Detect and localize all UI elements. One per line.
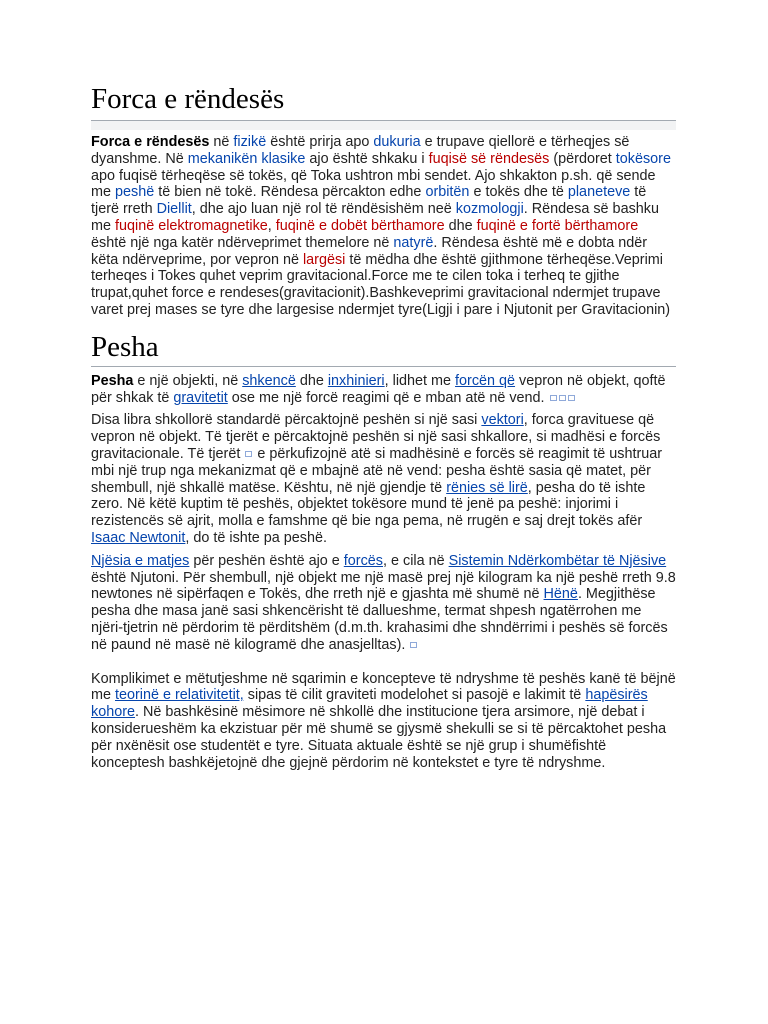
link-sistemin-nderkombetar[interactable]: Sistemin Ndërkombëtar të Njësive xyxy=(448,552,667,569)
text: është prirja apo xyxy=(266,134,374,150)
link-diellit[interactable]: Diellit xyxy=(156,201,192,218)
link-mekaniken-klasike[interactable]: mekanikën klasike xyxy=(187,150,306,167)
text: të mëdha dhe është gjithmone tërheqëse.Veprimi terheqes i Tokes quhet veprim gravitacional.Force me te cilen toka i terheq te gjithe trupat,quhet force e rendeses(gravitacionit).Bashkeveprimi gravitacional ndermjet trupave varet prej mases se tyre dhe largesise ndermjet tyre(Ligji i pare i Njutonit per Gravitacionin) xyxy=(91,251,671,318)
text: . Megjithëse pesha dhe masa janë sasi shkencërisht të dallueshme, termat shpesh ngatërrohen me njëri-tjetrin në përdorim të përditshëm (d.m.th. krahasimi dhe shndërrimi i peshës së forcës në paund në masë në kilogramë dhe anasjelltas). xyxy=(91,586,668,653)
link-planeteve[interactable]: planeteve xyxy=(567,184,631,201)
text: të bien në tokë. Rëndesa përcakton edhe xyxy=(154,184,426,201)
link-fuqine-elektromagnetike[interactable]: fuqinë elektromagnetike xyxy=(115,217,268,234)
text: e tokës dhe të xyxy=(469,184,568,201)
link-orbiten[interactable]: orbitën xyxy=(425,184,470,201)
bold-term: Forca e rëndesës xyxy=(91,134,210,150)
section-heading-pesha: Pesha xyxy=(91,330,676,367)
reference-marker[interactable] xyxy=(550,395,557,401)
page-title: Forca e rëndesës xyxy=(91,82,676,121)
link-forces[interactable]: forcës xyxy=(343,552,383,569)
text: Disa libra shkollorë standardë përcaktojnë peshën si një sasi xyxy=(91,412,482,429)
text: dhe xyxy=(295,372,328,389)
link-hapesires-kohore[interactable]: hapësirës kohore xyxy=(91,687,648,721)
pesha-paragraph-3 xyxy=(91,553,676,654)
pesha-paragraph-4 xyxy=(91,671,676,772)
text: ose me një forcë reagimi që e mban atë në vend. xyxy=(227,389,549,406)
text: . Në bashkësinë mësimore në shkollë dhe institucione tjera arsimore, një debat i konsiderueshëm ka ekzistuar për më shumë se gjysmë shekulli se si të përcaktohet pesha për nxënësit ose studentët e tyre. Situata aktuale është se një grup i shumëfishtë konceptesh bashkëjetojnë dhe gjejnë përdorim në kontekstet e tyre të ndryshme. xyxy=(91,704,667,771)
text: është një nga katër ndërveprimet themelore në xyxy=(91,234,394,251)
title-underline-bar xyxy=(91,121,676,130)
text: , e cila në xyxy=(383,552,449,569)
link-fuqine-e-dobet[interactable]: fuqinë e dobët bërthamore xyxy=(275,217,445,234)
link-hene[interactable]: Hënë xyxy=(543,586,578,603)
text: në xyxy=(209,134,234,150)
text: , pesha do të ishte zero. Në këtë kuptim të peshës, objektet tokësore mund të jenë pa peshë: injorimi i rezistencës së ajrit, molla e famshme që bie nga pema, në rrugën e saj drejt tokës afër xyxy=(91,479,646,530)
link-shkence[interactable]: shkencë xyxy=(242,372,296,389)
text: vepron në objekt, qoftë për shkak të xyxy=(91,372,666,406)
link-fuqine-e-forte[interactable]: fuqinë e fortë bërthamore xyxy=(476,217,639,234)
link-tokesore[interactable]: tokësore xyxy=(615,150,671,167)
link-njesia-e-matjes[interactable]: Njësia e matjes xyxy=(91,552,190,569)
text: e trupave qiellorë e tërheqjes së dyanshme. Në xyxy=(91,134,630,167)
text: të tjerë rreth xyxy=(91,184,647,218)
link-dukuria[interactable]: dukuria xyxy=(373,134,421,150)
link-teorine-e-relativitetit[interactable]: teorinë e relativitetit, xyxy=(115,687,244,704)
text: , lidhet me xyxy=(384,372,456,389)
link-forcen-qe[interactable]: forcën që xyxy=(455,372,516,389)
bold-term: Pesha xyxy=(91,372,134,389)
reference-marker[interactable] xyxy=(568,395,575,401)
link-peshe[interactable]: peshë xyxy=(115,184,155,201)
link-renies-se-lire[interactable]: rënies së lirë xyxy=(446,479,528,496)
text: e përkufizojnë atë si madhësinë e forcës së reagimit të ushtruar mbi një trup nga mekanizmat që e mbajnë atë në vend: pesha është sasia që matet, për shembull, një shkallë matëse. Kështu, në një gjendje të xyxy=(91,445,663,496)
pesha-paragraph-2 xyxy=(91,412,676,546)
text: për peshën është ajo e xyxy=(189,552,344,569)
link-gravitetit[interactable]: gravitetit xyxy=(173,389,228,406)
text: është Njutoni. Për shembull, një objekt me një masë prej një kilogram ka një peshë rreth 9.8 newtones në sipërfaqen e Tokës, dhe rreth një e gjashta më shumë në xyxy=(91,569,676,603)
text: e një objekti, në xyxy=(133,372,243,389)
link-fuqise-se-rendeses[interactable]: fuqisë së rëndesës xyxy=(428,150,550,167)
reference-marker[interactable] xyxy=(245,451,252,457)
text: apo fuqisë tërheqëse së tokës, që Toka ushtron mbi sendet. Ajo shkakton p.sh. që sende me xyxy=(91,167,656,201)
text: . Rëndesa është më e dobta ndër këta ndërveprime, por vepron në xyxy=(91,234,647,268)
pesha-paragraph-1 xyxy=(91,373,676,407)
intro-paragraph xyxy=(91,134,676,319)
link-kozmologji[interactable]: kozmologji xyxy=(455,201,524,218)
text: (përdoret xyxy=(549,150,616,167)
text: ajo është shkaku i xyxy=(305,150,429,167)
link-isaac-newtonit[interactable]: Isaac Newtonit xyxy=(91,529,186,546)
text: , dhe ajo luan një rol të rëndësishëm neë xyxy=(191,201,456,218)
reference-marker[interactable] xyxy=(559,395,566,401)
text: dhe xyxy=(444,217,477,234)
text: sipas të cilit graviteti modelohet si pasojë e lakimit të xyxy=(243,687,586,704)
text: , xyxy=(267,217,276,234)
link-largesi[interactable]: largësi xyxy=(302,251,346,268)
link-fizike[interactable]: fizikë xyxy=(233,134,267,150)
reference-marker[interactable] xyxy=(410,642,417,648)
text: Komplikimet e mëtutjeshme në sqarimin e konceptеve të ndryshme të peshës kanë të bëjnë me xyxy=(91,670,676,704)
link-inxhinieri[interactable]: inxhinieri xyxy=(327,372,385,389)
text: . Rëndesa së bashku me xyxy=(91,201,659,234)
article xyxy=(91,82,676,771)
text: , do të ishte pa peshë. xyxy=(185,529,327,546)
link-natyre[interactable]: natyrë xyxy=(393,234,434,251)
link-vektori[interactable]: vektori xyxy=(481,412,524,429)
text: , forca gravituese që vepron në objekt. Të tjerët e përcaktojnë peshën si një sasi shkallore, si madhësi e forcës gravitacionale. Të tjerët xyxy=(91,412,661,462)
